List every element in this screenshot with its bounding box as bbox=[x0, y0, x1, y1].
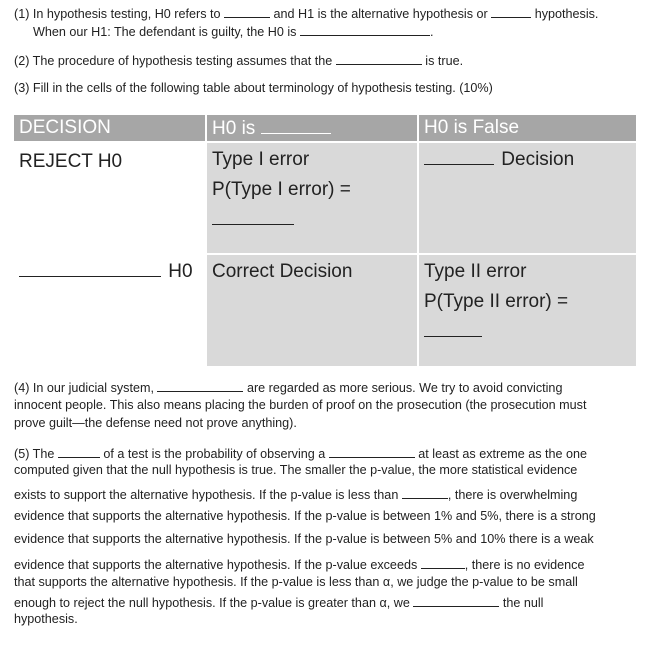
header-decision-label: DECISION bbox=[19, 117, 111, 138]
row2-label-blank[interactable] bbox=[19, 258, 161, 277]
q5-line9 bbox=[14, 611, 78, 628]
q5-blank-4[interactable] bbox=[421, 555, 465, 569]
row1-label-cell bbox=[14, 143, 205, 253]
q5-text-k: that supports the alternative hypothesis. If the p-value is less than α, we judge the p-value to be small bbox=[14, 575, 578, 589]
header-h0-false bbox=[419, 115, 636, 141]
q5-blank-1[interactable] bbox=[58, 444, 100, 458]
q1-line2 bbox=[33, 22, 433, 41]
q5-text-i: evidence that supports the alternative hypothesis. If the p-value exceeds bbox=[14, 558, 418, 572]
q5-line4 bbox=[14, 508, 596, 525]
q4-text-b: are regarded as more serious. We try to avoid convicting bbox=[246, 381, 563, 395]
q5-line1 bbox=[14, 444, 587, 463]
row1-decision: Decision bbox=[501, 149, 575, 170]
q1-blank-1[interactable] bbox=[224, 4, 270, 18]
q4-line3 bbox=[14, 415, 297, 432]
q2-line bbox=[14, 51, 463, 70]
header-h0-false-label: H0 is False bbox=[424, 117, 520, 138]
q5-blank-5[interactable] bbox=[413, 593, 499, 607]
q3-line bbox=[14, 80, 493, 97]
q5-line7 bbox=[14, 574, 578, 591]
q5-text-b: of a test is the probability of observing a bbox=[103, 447, 326, 461]
q4-text-a: (4) In our judicial system, bbox=[14, 381, 154, 395]
q2-text-a: (2) The procedure of hypothesis testing assumes that the bbox=[14, 54, 333, 68]
q3-text: (3) Fill in the cells of the following table about terminology of hypothesis testing. (10%) bbox=[14, 81, 493, 95]
q5-text-g: evidence that supports the alternative hypothesis. If the p-value is between 1% and 5%, there is a strong bbox=[14, 509, 596, 523]
row1-h0-false-cell bbox=[419, 143, 636, 253]
row1-h0-true-cell bbox=[207, 143, 417, 253]
q5-text-c: at least as extreme as the one bbox=[418, 447, 588, 461]
q2-blank[interactable] bbox=[336, 51, 422, 65]
q5-text-l: enough to reject the null hypothesis. If the p-value is greater than α, we bbox=[14, 596, 410, 610]
q4-blank[interactable] bbox=[157, 378, 243, 392]
terminology-table bbox=[14, 115, 636, 366]
header-h0-blank[interactable] bbox=[261, 115, 331, 134]
q1-line1 bbox=[14, 4, 598, 23]
header-decision bbox=[14, 115, 205, 141]
row2-p-type2: P(Type II error) = bbox=[424, 291, 569, 312]
q1-blank-3[interactable] bbox=[300, 22, 430, 36]
q4-text-d: prove guilt—the defense need not prove anything). bbox=[14, 416, 297, 430]
q4-line2 bbox=[14, 397, 586, 414]
row2-p-type2-blank[interactable] bbox=[424, 318, 482, 337]
q5-text-f: , there is overwhelming bbox=[447, 488, 578, 502]
q5-text-n: hypothesis. bbox=[14, 612, 78, 626]
q5-blank-2[interactable] bbox=[329, 444, 415, 458]
q5-text-m: the null bbox=[502, 596, 544, 610]
row2-h0-false-cell bbox=[419, 255, 636, 366]
q4-line1 bbox=[14, 378, 562, 397]
header-h0-is bbox=[207, 115, 417, 141]
q1-blank-2[interactable] bbox=[491, 4, 531, 18]
q1-text-b: and H1 is the alternative hypothesis or bbox=[273, 7, 488, 21]
row2-label-cell bbox=[14, 255, 205, 366]
q5-line8 bbox=[14, 593, 543, 612]
row1-label: REJECT H0 bbox=[19, 151, 123, 172]
q5-text-a: (5) The bbox=[14, 447, 55, 461]
q5-line3 bbox=[14, 485, 577, 504]
row1-p-type1-blank[interactable] bbox=[212, 206, 294, 225]
row2-type2-error: Type II error bbox=[424, 261, 527, 282]
row1-p-type1: P(Type I error) = bbox=[212, 179, 351, 200]
q5-line6 bbox=[14, 555, 584, 574]
q4-text-c: innocent people. This also means placing the burden of proof on the prosecution (the prosecution must bbox=[14, 398, 587, 412]
q1-period: . bbox=[429, 25, 434, 39]
q1-text-c: hypothesis. bbox=[534, 7, 599, 21]
q5-line5 bbox=[14, 531, 594, 548]
row1-decision-blank[interactable] bbox=[424, 146, 494, 165]
q5-line2 bbox=[14, 462, 577, 479]
q5-text-d: computed given that the null hypothesis is true. The smaller the p-value, the more statistical evidence bbox=[14, 463, 578, 477]
q1-text-d: When our H1: The defendant is guilty, the H0 is bbox=[33, 25, 297, 39]
row1-type1-error: Type I error bbox=[212, 149, 310, 170]
q1-text-a: (1) In hypothesis testing, H0 refers to bbox=[14, 7, 221, 21]
row2-correct-decision: Correct Decision bbox=[212, 261, 353, 282]
row2-h0-true-cell bbox=[207, 255, 417, 366]
row2-label-h0: H0 bbox=[168, 261, 193, 282]
q5-text-e: exists to support the alternative hypothesis. If the p-value is less than bbox=[14, 488, 399, 502]
header-h0-is-label: H0 is bbox=[212, 118, 256, 139]
q5-blank-3[interactable] bbox=[402, 485, 448, 499]
q2-text-b: is true. bbox=[425, 54, 464, 68]
q5-text-h: evidence that supports the alternative hypothesis. If the p-value is between 5% and 10% there is a weak bbox=[14, 532, 594, 546]
q5-text-j: , there is no evidence bbox=[464, 558, 585, 572]
